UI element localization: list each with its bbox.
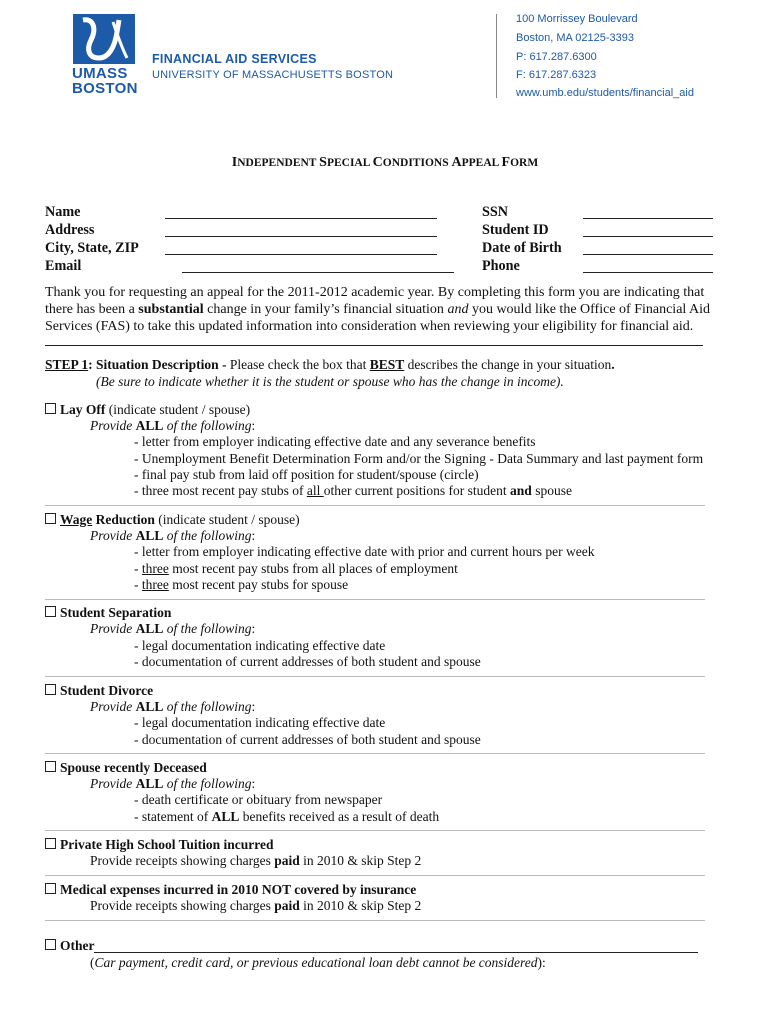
name-field[interactable] <box>165 218 437 219</box>
section-divider <box>45 505 705 506</box>
address-city: Boston, MA 02125-3393 <box>516 32 635 44</box>
address-fax: F: 617.287.6323 <box>516 69 597 81</box>
deceased-provide: Provide ALL of the following: <box>90 776 256 791</box>
address-label: Address <box>45 222 95 238</box>
intro-divider <box>45 345 703 346</box>
step1-note: (Be sure to indicate whether it is the student or spouse who has the change in income). <box>96 374 564 389</box>
phone-field[interactable] <box>583 272 713 273</box>
divorce-checkbox[interactable] <box>45 684 56 695</box>
layoff-item: - Unemployment Benefit Determination Form and/or the Signing - Data Summary and last payment form <box>134 451 704 466</box>
other-option[interactable]: Other <box>45 938 95 955</box>
separation-item: - documentation of current addresses of both student and spouse <box>134 654 481 669</box>
wage-item: - letter from employer indicating effective date with prior and current hours per week <box>134 544 595 559</box>
other-checkbox[interactable] <box>45 939 56 950</box>
university-name: UNIVERSITY OF MASSACHUSETTS BOSTON <box>152 69 394 81</box>
logo-text-boston: BOSTON <box>72 80 138 97</box>
separation-option[interactable]: Student Separation <box>45 605 171 622</box>
deceased-option[interactable]: Spouse recently Deceased <box>45 760 207 777</box>
tuition-checkbox[interactable] <box>45 838 56 849</box>
email-label: Email <box>45 258 82 274</box>
layoff-option[interactable]: Lay Off (indicate student / spouse) <box>45 402 250 419</box>
divorce-item: - legal documentation indicating effective date <box>134 715 386 730</box>
wage-item: - three most recent pay stubs from all places of employment <box>134 561 458 576</box>
section-divider <box>45 875 705 876</box>
wage-reduction-checkbox[interactable] <box>45 513 56 524</box>
city-state-zip-label: City, State, ZIP <box>45 240 139 256</box>
section-divider <box>45 676 705 677</box>
layoff-item: - final pay stub from laid off position for student/spouse (circle) <box>134 467 479 482</box>
date-of-birth-field[interactable] <box>583 254 713 255</box>
wage-item: - three most recent pay stubs for spouse <box>134 577 349 592</box>
address-phone: P: 617.287.6300 <box>516 51 597 63</box>
address-field[interactable] <box>165 236 437 237</box>
section-divider <box>45 830 705 831</box>
wage-provide: Provide ALL of the following: <box>90 528 256 543</box>
ssn-field[interactable] <box>583 218 713 219</box>
logo-text-umass: UMASS <box>72 65 128 82</box>
tuition-option[interactable]: Private High School Tuition incurred <box>45 837 274 854</box>
separation-checkbox[interactable] <box>45 606 56 617</box>
deceased-item: - death certificate or obituary from newspaper <box>134 792 383 807</box>
medical-instructions: Provide receipts showing charges paid in 2010 & skip Step 2 <box>90 898 422 913</box>
header-divider <box>496 14 497 98</box>
section-divider <box>45 753 705 754</box>
ssn-label: SSN <box>482 204 509 220</box>
layoff-provide: Provide ALL of the following: <box>90 418 256 433</box>
form-title: INDEPENDENT SPECIAL CONDITIONS APPEAL FORM <box>231 155 539 170</box>
medical-checkbox[interactable] <box>45 883 56 894</box>
step1-heading: STEP 1: Situation Description - Please check the box that BEST describes the change in your situation. <box>45 357 615 372</box>
address-website[interactable]: www.umb.edu/students/financial_aid <box>516 87 694 99</box>
department-name: FINANCIAL AID SERVICES <box>152 52 317 66</box>
intro-paragraph: Thank you for requesting an appeal for the 2011-2012 academic year. By completing this form you are indicating that there has been a substantial change in your family’s financial situation and you would like the Office of Financial Aid Services (FAS) to take this updated information into consideration when reviewing your eligibility for financial aid. <box>45 285 711 334</box>
tuition-instructions: Provide receipts showing charges paid in 2010 & skip Step 2 <box>90 853 422 868</box>
other-note: (Car payment, credit card, or previous educational loan debt cannot be considered): <box>90 955 546 970</box>
section-divider <box>45 599 705 600</box>
deceased-item: - statement of ALL benefits received as a result of death <box>134 809 440 824</box>
other-field[interactable] <box>94 952 698 953</box>
city-state-zip-field[interactable] <box>165 254 437 255</box>
separation-provide: Provide ALL of the following: <box>90 621 256 636</box>
section-divider <box>45 920 705 921</box>
date-of-birth-label: Date of Birth <box>482 240 562 256</box>
layoff-checkbox[interactable] <box>45 403 56 414</box>
student-id-field[interactable] <box>583 236 713 237</box>
divorce-option[interactable]: Student Divorce <box>45 683 153 700</box>
umass-logo-mark <box>73 14 135 64</box>
layoff-item: - three most recent pay stubs of all other current positions for student and spouse <box>134 483 572 498</box>
deceased-checkbox[interactable] <box>45 761 56 772</box>
phone-label: Phone <box>482 258 520 274</box>
name-label: Name <box>45 204 81 220</box>
divorce-item: - documentation of current addresses of both student and spouse <box>134 732 481 747</box>
medical-option[interactable]: Medical expenses incurred in 2010 NOT covered by insurance <box>45 882 416 899</box>
wage-reduction-option[interactable]: Wage Reduction (indicate student / spouse) <box>45 512 300 529</box>
layoff-item: - letter from employer indicating effective date and any severance benefits <box>134 434 536 449</box>
student-id-label: Student ID <box>482 222 549 238</box>
email-field[interactable] <box>182 272 454 273</box>
address-street: 100 Morrissey Boulevard <box>516 13 638 25</box>
separation-item: - legal documentation indicating effective date <box>134 638 386 653</box>
divorce-provide: Provide ALL of the following: <box>90 699 256 714</box>
